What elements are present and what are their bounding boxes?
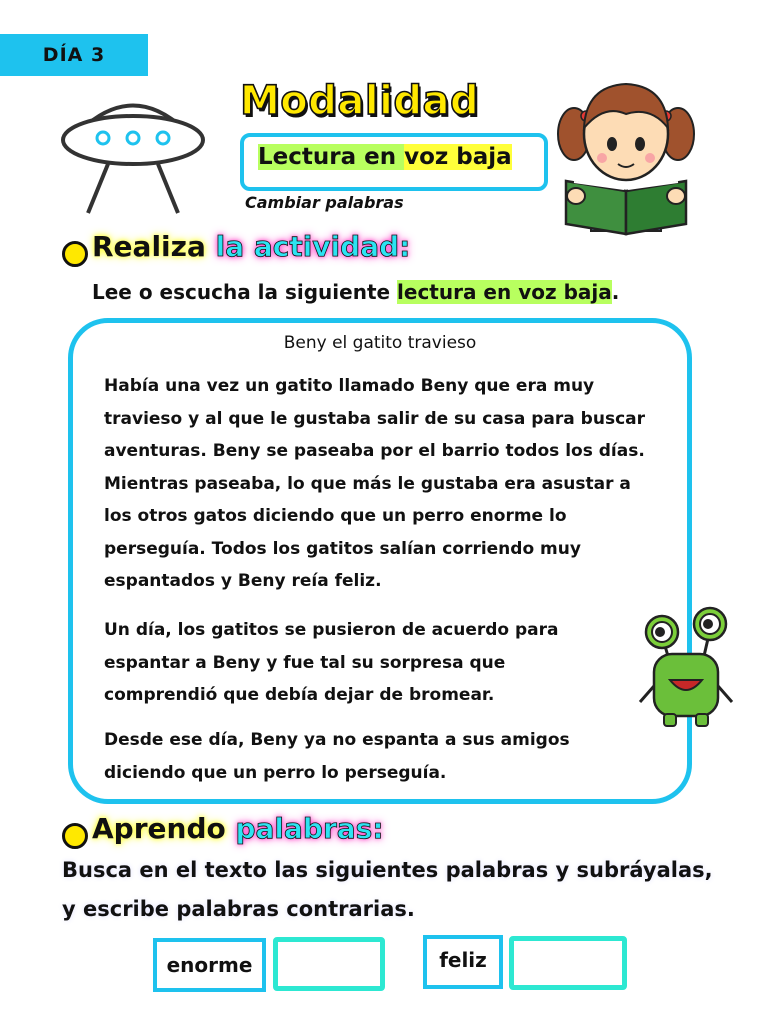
story-paragraph-1: Había una vez un gatito llamado Beny que era muy travieso y al que le gustaba salir de su casa para buscar aventuras. Beny se paseaba por el barrio todos los días. Mientras paseaba, lo que más le gustaba era asustar a los otros gatos diciendo que un perro enorme lo perseguía. Todos los gatitos salían corriendo muy espantados y Beny reía feliz. <box>104 376 645 591</box>
story-paragraph-3: Desde ese día, Beny ya no espanta a sus amigos diciendo que un perro lo perseguía. <box>104 730 570 783</box>
words-instruction-line2: y escribe palabras contrarias. <box>62 897 415 921</box>
words-instruction-line1: Busca en el texto las siguientes palabras y subráyalas, <box>62 858 713 882</box>
girl-reading-icon <box>556 56 696 236</box>
answer-box-1[interactable] <box>273 937 385 991</box>
word-box-enorme: enorme <box>153 938 266 992</box>
modality-label <box>258 144 512 170</box>
section-heading-word2: palabras: <box>235 812 384 845</box>
modality-box <box>240 133 548 191</box>
word-box-feliz: feliz <box>423 935 503 989</box>
day-tag: DÍA 3 <box>0 34 148 76</box>
modality-note: Cambiar palabras <box>245 193 404 212</box>
ufo-icon <box>58 88 208 218</box>
section-heading-words <box>92 812 384 845</box>
section-heading-word2: la actividad: <box>215 230 411 263</box>
modality-label-part2: voz baja <box>404 144 512 170</box>
reading-instruction-part2: lectura en voz baja <box>397 280 612 304</box>
story-title: Beny el gatito travieso <box>283 333 477 353</box>
reading-instruction-part3: . <box>611 280 620 304</box>
section-bullet-icon <box>62 241 88 267</box>
section-heading-word1: Aprendo <box>92 812 226 845</box>
reading-instruction-part1: Lee o escucha la siguiente <box>92 280 398 304</box>
modality-label-part1: Lectura en <box>258 144 405 170</box>
section-bullet-icon <box>62 823 88 849</box>
section-heading-activity <box>92 230 410 263</box>
alien-icon <box>636 606 736 728</box>
story-paragraph-2: Un día, los gatitos se pusieron de acuerdo para espantar a Beny y fue tal su sorpresa que comprendió que debía dejar de bromear. <box>104 620 559 705</box>
reading-instruction <box>92 280 619 304</box>
page-title: Modalidad <box>240 78 480 124</box>
section-heading-word1: Realiza <box>92 230 206 263</box>
answer-box-2[interactable] <box>509 936 627 990</box>
